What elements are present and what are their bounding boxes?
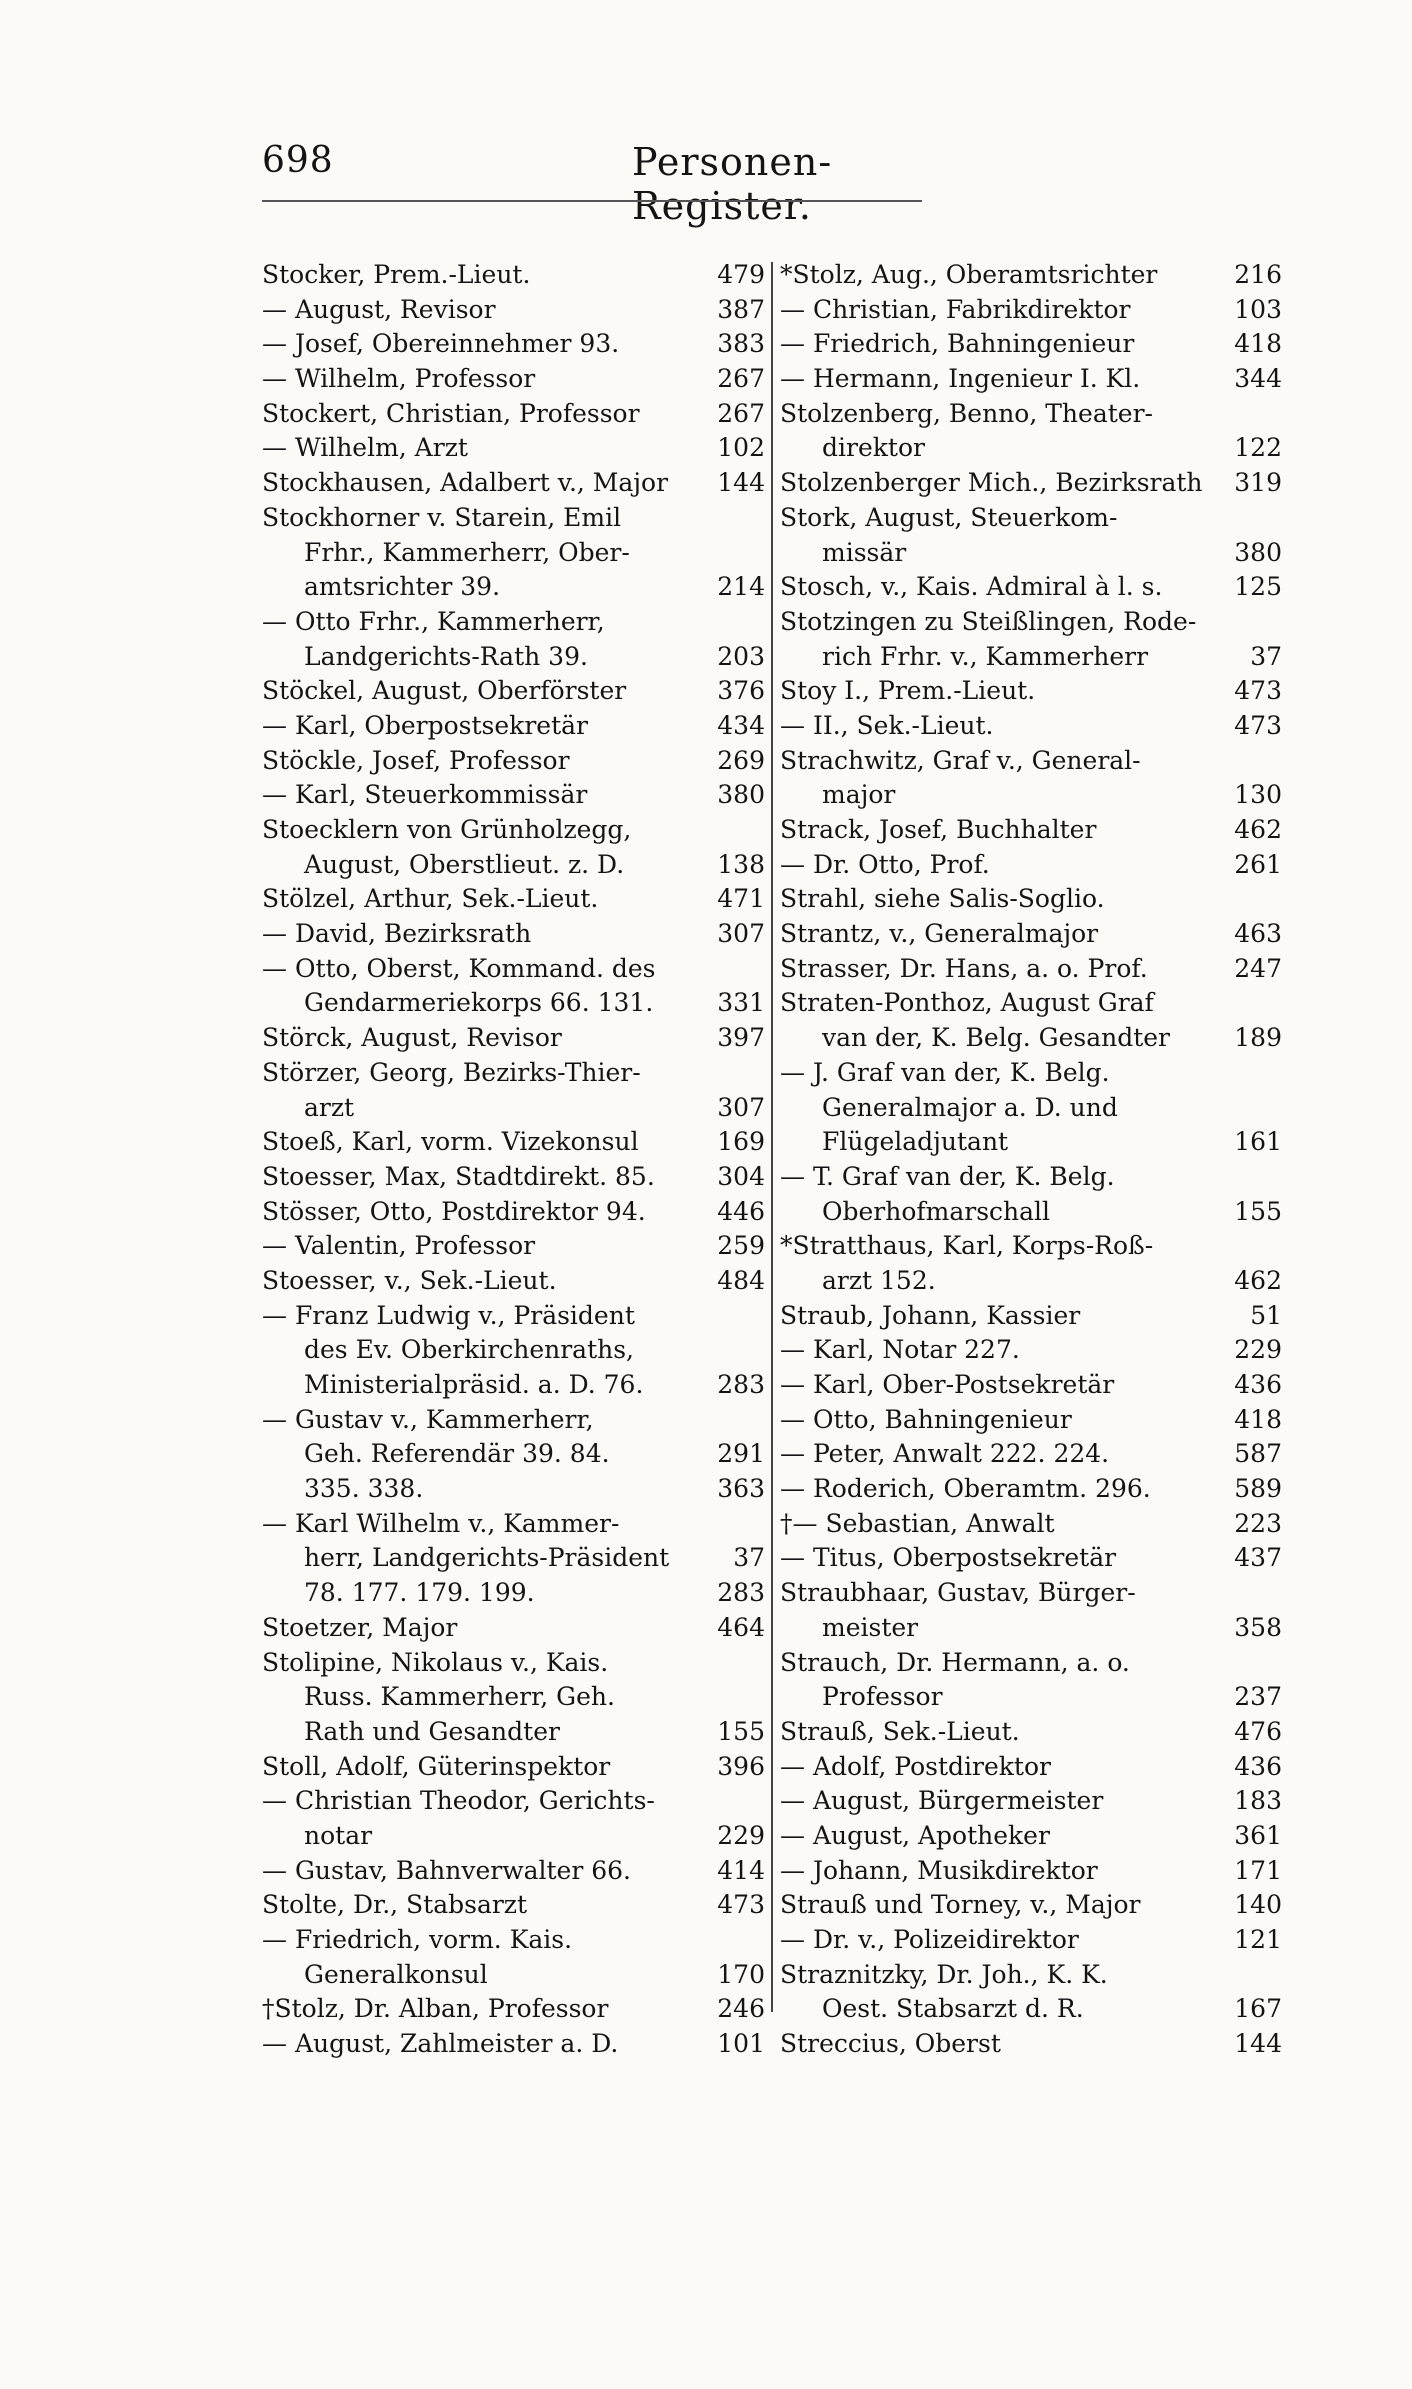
- entry-text: — Wilhelm, Professor: [262, 364, 536, 394]
- register-entry: [780, 1091, 1282, 1126]
- register-entry: [262, 1854, 765, 1889]
- entry-text: Generalkonsul: [304, 1959, 488, 1989]
- entry-page-ref: 319: [1234, 468, 1282, 498]
- register-entry: [262, 917, 765, 952]
- entry-text: — Christian Theodor, Gerichts-: [262, 1786, 655, 1816]
- entry-page-ref: 484: [717, 1265, 765, 1295]
- entry-text: Oest. Stabsarzt d. R.: [822, 1994, 1084, 2024]
- register-entry: [262, 813, 765, 848]
- entry-text: Stoesser, Max, Stadtdirekt. 85.: [262, 1161, 655, 1191]
- register-entry: [780, 1923, 1282, 1958]
- register-entry: [780, 466, 1282, 501]
- register-entry: [780, 813, 1282, 848]
- register-entry: [262, 1507, 765, 1542]
- entry-text: Stöckel, August, Oberförster: [262, 676, 627, 706]
- register-entry: [262, 1819, 765, 1854]
- entry-page-ref: 383: [717, 329, 765, 359]
- register-entry: [780, 1299, 1282, 1334]
- entry-text: — Franz Ludwig v., Präsident: [262, 1300, 635, 1330]
- register-entry: [262, 1368, 765, 1403]
- entry-page-ref: 171: [1234, 1855, 1282, 1885]
- entry-text: Strasser, Dr. Hans, a. o. Prof.: [780, 953, 1148, 983]
- entry-page-ref: 380: [1234, 537, 1282, 567]
- entry-text: Stoetzer, Major: [262, 1612, 458, 1642]
- register-entry: [262, 1229, 765, 1264]
- entry-page-ref: 155: [1234, 1196, 1282, 1226]
- entry-text: Strauch, Dr. Hermann, a. o.: [780, 1647, 1130, 1677]
- register-entry: [262, 1715, 765, 1750]
- register-entry: [780, 952, 1282, 987]
- entry-page-ref: 363: [717, 1474, 765, 1504]
- register-entry: [780, 1646, 1282, 1681]
- register-entry: [780, 570, 1282, 605]
- entry-page-ref: 304: [717, 1161, 765, 1191]
- entry-text: *Stratthaus, Karl, Korps-Roß-: [780, 1231, 1154, 1261]
- entry-page-ref: 283: [717, 1578, 765, 1608]
- entry-text: Stoecklern von Grünholzegg,: [262, 815, 632, 844]
- register-entry: [780, 986, 1282, 1021]
- entry-text: — Gustav v., Kammerherr,: [262, 1404, 594, 1434]
- register-entry: [780, 1541, 1282, 1576]
- page-title: Personen-Register.: [632, 140, 833, 228]
- register-entry: [262, 293, 765, 328]
- entry-page-ref: 436: [1234, 1370, 1282, 1399]
- entry-text: Stoesser, v., Sek.-Lieut.: [262, 1265, 557, 1295]
- register-entry: [780, 1750, 1282, 1785]
- register-entry: [262, 397, 765, 432]
- entry-text: — Roderich, Oberamtm. 296.: [780, 1474, 1151, 1504]
- entry-text: Strauß, Sek.-Lieut.: [780, 1716, 1020, 1746]
- entry-page-ref: 267: [717, 364, 765, 394]
- register-entry: [262, 570, 765, 605]
- register-entry: [262, 605, 765, 640]
- entry-page-ref: 122: [1234, 433, 1282, 463]
- entry-text: — Wilhelm, Arzt: [262, 433, 468, 463]
- register-entry: [780, 640, 1282, 675]
- entry-page-ref: 261: [1234, 849, 1282, 879]
- entry-text: †Stolz, Dr. Alban, Professor: [262, 1994, 609, 2024]
- entry-text: — J. Graf van der, K. Belg.: [780, 1057, 1110, 1087]
- entry-page-ref: 464: [717, 1612, 765, 1642]
- register-entry: [262, 466, 765, 501]
- register-entry: [262, 1646, 765, 1681]
- entry-page-ref: 140: [1234, 1890, 1282, 1920]
- register-entry: [262, 431, 765, 466]
- entry-text: Strauß und Torney, v., Major: [780, 1890, 1141, 1920]
- register-entry: [780, 1056, 1282, 1091]
- register-entry: [780, 258, 1282, 293]
- entry-page-ref: 169: [717, 1127, 765, 1157]
- entry-page-ref: 479: [717, 260, 765, 289]
- register-entry: [262, 1784, 765, 1819]
- entry-text: — Karl Wilhelm v., Kammer-: [262, 1508, 620, 1538]
- entry-text: — August, Bürgermeister: [780, 1786, 1104, 1816]
- register-entry: [780, 882, 1282, 917]
- entry-page-ref: 387: [717, 294, 765, 324]
- entry-text: Strack, Josef, Buchhalter: [780, 815, 1097, 844]
- entry-text: des Ev. Oberkirchenraths,: [304, 1335, 634, 1365]
- entry-page-ref: 247: [1234, 953, 1282, 983]
- register-entry: [262, 1958, 765, 1993]
- entry-text: Straznitzky, Dr. Joh., K. K.: [780, 1959, 1108, 1989]
- register-entry: [262, 986, 765, 1021]
- entry-page-ref: 229: [1234, 1335, 1282, 1365]
- entry-text: meister: [822, 1612, 919, 1642]
- register-entry: [780, 1333, 1282, 1368]
- entry-page-ref: 418: [1234, 329, 1282, 359]
- entry-text: — Dr. Otto, Prof.: [780, 849, 990, 879]
- entry-text: Frhr., Kammerherr, Ober-: [304, 537, 630, 567]
- left-column: [262, 258, 765, 2062]
- entry-page-ref: 462: [1234, 815, 1282, 844]
- register-entry: [262, 640, 765, 675]
- register-entry: [780, 1160, 1282, 1195]
- register-entry: [780, 397, 1282, 432]
- entry-text: — Otto, Bahningenieur: [780, 1404, 1072, 1434]
- entry-text: Stolte, Dr., Stabsarzt: [262, 1890, 528, 1920]
- entry-page-ref: 237: [1234, 1682, 1282, 1712]
- register-entry: [780, 1125, 1282, 1160]
- entry-text: arzt: [304, 1092, 355, 1122]
- entry-page-ref: 473: [717, 1890, 765, 1920]
- entry-text: †— Sebastian, Anwalt: [780, 1508, 1055, 1538]
- entry-page-ref: 291: [717, 1439, 765, 1469]
- entry-text: Stöckle, Josef, Professor: [262, 745, 570, 775]
- entry-text: — Karl, Oberpostsekretär: [262, 710, 588, 740]
- entry-page-ref: 397: [717, 1023, 765, 1053]
- entry-page-ref: 101: [717, 2029, 765, 2059]
- entry-text: direktor: [822, 433, 925, 463]
- page-number: 698: [262, 140, 334, 181]
- entry-text: — II., Sek.-Lieut.: [780, 710, 994, 740]
- register-entry: [262, 1021, 765, 1056]
- entry-text: Straten-Ponthoz, August Graf: [780, 988, 1154, 1018]
- register-entry: [780, 1021, 1282, 1056]
- entry-text: Russ. Kammerherr, Geh.: [304, 1682, 615, 1712]
- register-entry: [262, 1125, 765, 1160]
- entry-text: herr, Landgerichts-Präsident: [304, 1543, 670, 1573]
- entry-text: Stölzel, Arthur, Sek.-Lieut.: [262, 884, 599, 914]
- entry-page-ref: 437: [1234, 1543, 1282, 1573]
- register-entry: [262, 1576, 765, 1611]
- entry-page-ref: 214: [717, 572, 765, 602]
- entry-text: Generalmajor a. D. und: [822, 1092, 1118, 1122]
- register-entry: [780, 605, 1282, 640]
- register-entry: [780, 744, 1282, 779]
- entry-page-ref: 125: [1234, 572, 1282, 602]
- register-entry: [780, 1819, 1282, 1854]
- register-entry: [780, 1715, 1282, 1750]
- register-entry: [262, 1091, 765, 1126]
- register-entry: [262, 1888, 765, 1923]
- entry-page-ref: 269: [717, 745, 765, 775]
- entry-text: — Friedrich, Bahningenieur: [780, 329, 1135, 359]
- entry-text: amtsrichter 39.: [304, 572, 501, 602]
- entry-page-ref: 155: [717, 1716, 765, 1746]
- entry-text: Stotzingen zu Steißlingen, Rode-: [780, 606, 1197, 636]
- entry-page-ref: 51: [1250, 1300, 1282, 1330]
- entry-page-ref: 361: [1234, 1820, 1282, 1850]
- register-entry: [780, 1403, 1282, 1438]
- entry-text: Streccius, Oberst: [780, 2029, 1001, 2059]
- entry-text: — Johann, Musikdirektor: [780, 1855, 1098, 1885]
- entry-text: — Josef, Obereinnehmer 93.: [262, 329, 620, 359]
- register-entry: [780, 709, 1282, 744]
- column-divider: [771, 262, 773, 2012]
- entry-text: — David, Bezirksrath: [262, 919, 532, 949]
- entry-text: — August, Apotheker: [780, 1820, 1050, 1850]
- entry-text: — Christian, Fabrikdirektor: [780, 294, 1131, 324]
- entry-text: Geh. Referendär 39. 84.: [304, 1439, 610, 1469]
- header-rule: [262, 200, 922, 202]
- entry-text: Stolzenberger Mich., Bezirksrath: [780, 468, 1203, 498]
- entry-page-ref: 144: [1234, 2029, 1282, 2059]
- entry-text: Straubhaar, Gustav, Bürger-: [780, 1578, 1136, 1608]
- entry-text: Stoy I., Prem.-Lieut.: [780, 676, 1036, 706]
- entry-page-ref: 436: [1234, 1751, 1282, 1781]
- entry-text: Straub, Johann, Kassier: [780, 1300, 1081, 1330]
- register-entry: [262, 1611, 765, 1646]
- entry-page-ref: 167: [1234, 1994, 1282, 2024]
- register-entry: [262, 778, 765, 813]
- register-entry: [262, 1472, 765, 1507]
- entry-page-ref: 476: [1234, 1716, 1282, 1746]
- entry-page-ref: 259: [717, 1231, 765, 1261]
- register-entry: [262, 327, 765, 362]
- register-entry: [780, 1784, 1282, 1819]
- entry-page-ref: 144: [717, 468, 765, 498]
- register-entry: [780, 293, 1282, 328]
- register-entry: [262, 1195, 765, 1230]
- register-entry: [780, 1229, 1282, 1264]
- entry-page-ref: 473: [1234, 676, 1282, 706]
- entry-text: — Adolf, Postdirektor: [780, 1751, 1051, 1781]
- entry-text: — Otto Frhr., Kammerherr,: [262, 606, 605, 636]
- entry-text: August, Oberstlieut. z. D.: [304, 849, 625, 879]
- entry-page-ref: 103: [1234, 294, 1282, 324]
- register-entry: [780, 431, 1282, 466]
- entry-text: Stoeß, Karl, vorm. Vizekonsul: [262, 1127, 639, 1157]
- entry-page-ref: 589: [1234, 1474, 1282, 1504]
- entry-text: 78. 177. 179. 199.: [304, 1578, 535, 1608]
- entry-text: notar: [304, 1820, 373, 1850]
- entry-text: — August, Revisor: [262, 294, 496, 324]
- entry-text: Stockhausen, Adalbert v., Major: [262, 468, 669, 498]
- entry-page-ref: 446: [717, 1196, 765, 1226]
- register-entry: [780, 1472, 1282, 1507]
- register-entry: [262, 1160, 765, 1195]
- entry-text: — Hermann, Ingenieur I. Kl.: [780, 364, 1141, 394]
- entry-text: 335. 338.: [304, 1474, 424, 1504]
- register-entry: [780, 1611, 1282, 1646]
- entry-page-ref: 418: [1234, 1404, 1282, 1434]
- register-entry: [262, 536, 765, 571]
- entry-page-ref: 183: [1234, 1786, 1282, 1816]
- register-entry: [780, 1958, 1282, 1993]
- entry-page-ref: 229: [717, 1820, 765, 1850]
- entry-page-ref: 102: [717, 433, 765, 463]
- entry-text: — Karl, Notar 227.: [780, 1335, 1020, 1365]
- entry-text: — Valentin, Professor: [262, 1231, 536, 1261]
- entry-text: Flügeladjutant: [822, 1127, 1009, 1157]
- entry-page-ref: 130: [1234, 780, 1282, 810]
- register-entry: [262, 848, 765, 883]
- entry-text: Stork, August, Steuerkom-: [780, 502, 1118, 532]
- entry-text: Stösser, Otto, Postdirektor 94.: [262, 1196, 646, 1226]
- register-entry: [780, 1437, 1282, 1472]
- register-entry: [262, 258, 765, 293]
- entry-page-ref: 396: [717, 1751, 765, 1781]
- register-entry: [262, 1264, 765, 1299]
- entry-text: Stockhorner v. Starein, Emil: [262, 502, 622, 532]
- entry-page-ref: 37: [733, 1543, 765, 1573]
- entry-page-ref: 223: [1234, 1508, 1282, 1538]
- entry-text: missär: [822, 537, 907, 567]
- entry-text: Strantz, v., Generalmajor: [780, 919, 1099, 949]
- entry-text: — Dr. v., Polizeidirektor: [780, 1925, 1079, 1954]
- entry-page-ref: 307: [717, 1092, 765, 1122]
- entry-text: Oberhofmarschall: [822, 1196, 1051, 1226]
- entry-page-ref: 331: [717, 988, 765, 1018]
- entry-page-ref: 344: [1234, 364, 1282, 394]
- register-entry: [262, 1056, 765, 1091]
- entry-text: — Karl, Ober-Postsekretär: [780, 1370, 1115, 1399]
- entry-text: — Friedrich, vorm. Kais.: [262, 1925, 573, 1954]
- entry-page-ref: 380: [717, 780, 765, 810]
- register-entry: [262, 1333, 765, 1368]
- entry-text: — Titus, Oberpostsekretär: [780, 1543, 1117, 1573]
- register-entry: [780, 674, 1282, 709]
- entry-text: Stockert, Christian, Professor: [262, 398, 640, 428]
- register-entry: [780, 778, 1282, 813]
- entry-text: Landgerichts-Rath 39.: [304, 641, 588, 671]
- entry-text: Strahl, siehe Salis-Soglio.: [780, 884, 1105, 914]
- register-entry: [780, 1368, 1282, 1403]
- entry-page-ref: 307: [717, 919, 765, 949]
- entry-text: Stolipine, Nikolaus v., Kais.: [262, 1647, 609, 1677]
- entry-text: Stoll, Adolf, Güterinspektor: [262, 1751, 611, 1781]
- register-entry: [262, 674, 765, 709]
- entry-text: Professor: [822, 1682, 943, 1712]
- register-entry: [262, 709, 765, 744]
- register-entry: [780, 362, 1282, 397]
- entry-page-ref: 463: [1234, 919, 1282, 949]
- entry-page-ref: 170: [717, 1959, 765, 1989]
- entry-page-ref: 203: [717, 641, 765, 671]
- register-entry: [262, 1992, 765, 2027]
- register-entry: [780, 917, 1282, 952]
- register-entry: [262, 2027, 765, 2062]
- register-entry: [780, 1576, 1282, 1611]
- register-entry: [780, 2027, 1282, 2062]
- page-header: [262, 140, 922, 228]
- entry-text: — Otto, Oberst, Kommand. des: [262, 953, 656, 983]
- entry-page-ref: 376: [717, 676, 765, 706]
- entry-text: Gendarmeriekorps 66. 131.: [304, 988, 654, 1018]
- register-entry: [780, 1264, 1282, 1299]
- entry-text: Störzer, Georg, Bezirks-Thier-: [262, 1057, 641, 1087]
- entry-page-ref: 246: [717, 1994, 765, 2024]
- entry-page-ref: 414: [717, 1855, 765, 1885]
- entry-text: Ministerialpräsid. a. D. 76.: [304, 1370, 644, 1399]
- register-entry: [262, 1680, 765, 1715]
- register-entry: [262, 362, 765, 397]
- entry-text: Stolzenberg, Benno, Theater-: [780, 398, 1153, 428]
- register-entry: [262, 1437, 765, 1472]
- register-entry: [262, 1299, 765, 1334]
- entry-page-ref: 283: [717, 1370, 765, 1399]
- register-entry: [780, 327, 1282, 362]
- register-entry: [262, 1923, 765, 1958]
- entry-page-ref: 37: [1250, 641, 1282, 671]
- register-entry: [262, 882, 765, 917]
- entry-text: Stosch, v., Kais. Admiral à l. s.: [780, 572, 1163, 602]
- entry-text: — T. Graf van der, K. Belg.: [780, 1161, 1115, 1191]
- register-entry: [780, 848, 1282, 883]
- entry-page-ref: 587: [1234, 1439, 1282, 1469]
- entry-page-ref: 138: [717, 849, 765, 879]
- entry-text: Störck, August, Revisor: [262, 1023, 562, 1053]
- register-entry: [262, 1403, 765, 1438]
- entry-text: — August, Zahlmeister a. D.: [262, 2029, 619, 2059]
- entry-text: van der, K. Belg. Gesandter: [822, 1023, 1170, 1053]
- entry-text: — Karl, Steuerkommissär: [262, 780, 588, 810]
- entry-page-ref: 473: [1234, 710, 1282, 740]
- entry-page-ref: 189: [1234, 1023, 1282, 1053]
- register-entry: [262, 952, 765, 987]
- register-entry: [780, 536, 1282, 571]
- entry-text: arzt 152.: [822, 1265, 936, 1295]
- entry-text: *Stolz, Aug., Oberamtsrichter: [780, 260, 1158, 289]
- register-entry: [780, 1888, 1282, 1923]
- register-entry: [780, 1854, 1282, 1889]
- entry-page-ref: 462: [1234, 1265, 1282, 1295]
- entry-text: — Peter, Anwalt 222. 224.: [780, 1439, 1110, 1469]
- entry-text: rich Frhr. v., Kammerherr: [822, 641, 1149, 671]
- entry-page-ref: 121: [1234, 1925, 1282, 1954]
- register-entry: [780, 1680, 1282, 1715]
- register-entry: [780, 501, 1282, 536]
- entry-page-ref: 471: [717, 884, 765, 914]
- register-entry: [262, 744, 765, 779]
- entry-text: Rath und Gesandter: [304, 1716, 560, 1746]
- register-entry: [780, 1195, 1282, 1230]
- entry-page-ref: 216: [1234, 260, 1282, 289]
- entry-page-ref: 161: [1234, 1127, 1282, 1157]
- entry-page-ref: 267: [717, 398, 765, 428]
- entry-page-ref: 434: [717, 710, 765, 740]
- right-column: [780, 258, 1282, 2062]
- register-entry: [262, 501, 765, 536]
- register-entry: [780, 1992, 1282, 2027]
- entry-text: Stocker, Prem.-Lieut.: [262, 260, 531, 289]
- entry-text: Strachwitz, Graf v., General-: [780, 745, 1141, 775]
- entry-text: major: [822, 780, 896, 810]
- register-entry: [780, 1507, 1282, 1542]
- register-entry: [262, 1541, 765, 1576]
- entry-text: — Gustav, Bahnverwalter 66.: [262, 1855, 631, 1885]
- register-entry: [262, 1750, 765, 1785]
- entry-page-ref: 358: [1234, 1612, 1282, 1642]
